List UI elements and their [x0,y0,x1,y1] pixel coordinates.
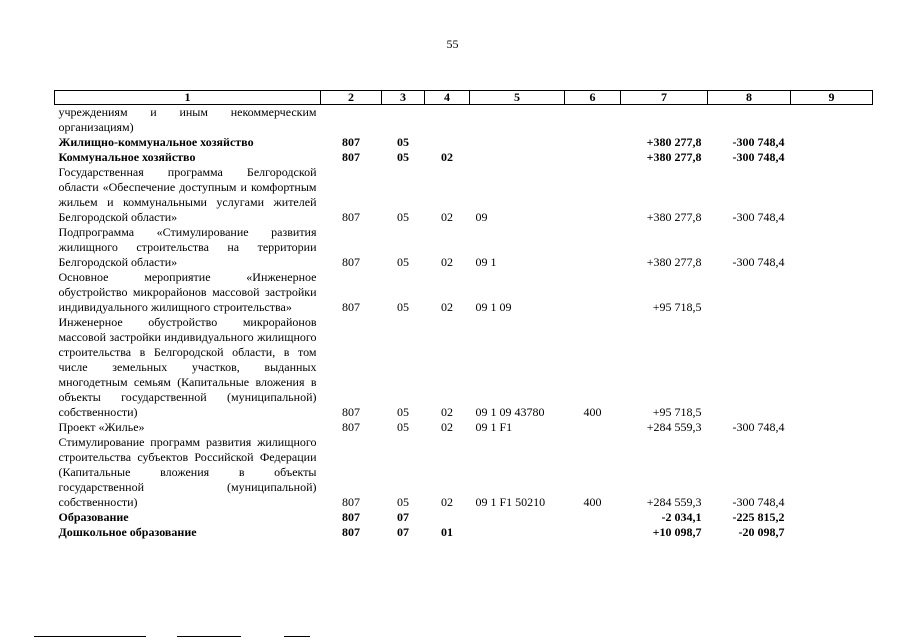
row-cell-c9 [791,225,873,270]
row-cell-c4 [425,135,470,150]
row-cell-c6 [565,525,621,540]
row-cell-c8 [708,270,791,315]
row-name-cell: Образование [58,510,129,524]
row-cell-c4 [425,510,470,525]
row-cell-c7: +10 098,7 [652,525,702,539]
row-cell-c9 [791,165,873,225]
row-cell-c3: 07 [397,525,409,539]
row-name-cell: Подпрограмма «Стимулирование развития жилищного строительства на территории Белгородской области» [58,225,317,269]
row-cell-c7: +380 277,8 [646,135,702,149]
row-cell-c7: +380 277,8 [646,210,702,224]
row-cell-c8: -300 748,4 [732,135,785,149]
footer-rule-middle [177,636,241,637]
footer-rule-left [34,636,146,637]
row-cell-c2: 807 [342,300,360,314]
row-cell-c2: 807 [342,525,360,539]
row-cell-c7: +380 277,8 [646,255,702,269]
row-cell-c3: 05 [397,495,409,509]
table-row [55,165,873,225]
row-cell-c2: 807 [342,420,360,434]
row-name-cell: Дошкольное образование [58,525,197,539]
row-name-cell: учреждениям и иным некоммерческим организациям) [58,105,317,134]
row-cell-c6 [565,105,621,136]
row-cell-c7 [621,105,708,136]
row-cell-c4: 02 [441,150,453,164]
row-cell-c6 [565,165,621,225]
row-cell-c8: -20 098,7 [738,525,785,539]
row-cell-c8: -300 748,4 [732,210,785,224]
row-cell-c4 [425,105,470,136]
row-cell-c7: +95 718,5 [652,300,702,314]
row-cell-c6 [565,510,621,525]
row-cell-c9 [791,135,873,150]
row-cell-c6 [565,225,621,270]
row-cell-c5 [470,510,565,525]
row-cell-c9 [791,510,873,525]
column-header-3: 3 [382,91,425,105]
row-cell-c3: 05 [397,405,409,419]
table-row [55,525,873,540]
column-header-8: 8 [708,91,791,105]
row-cell-c5: 09 1 F1 50210 [475,495,546,509]
row-cell-c5 [470,105,565,136]
row-cell-c2: 807 [342,135,360,149]
row-cell-c9 [791,525,873,540]
row-cell-c2: 807 [342,150,360,164]
row-cell-c3 [382,105,425,136]
row-cell-c7: +380 277,8 [646,150,702,164]
row-cell-c3: 05 [397,135,409,149]
footer-rule-right [284,636,310,637]
row-cell-c3: 07 [397,510,409,524]
table-row [55,315,873,420]
row-name-cell: Проект «Жилье» [58,420,145,434]
row-cell-c7: +284 559,3 [646,420,702,434]
page-number: 55 [446,37,459,51]
row-cell-c5 [470,525,565,540]
row-cell-c6 [565,420,621,435]
row-cell-c8: -300 748,4 [732,255,785,269]
row-cell-c5: 09 1 09 43780 [475,405,545,419]
table-row [55,225,873,270]
row-cell-c5 [470,135,565,150]
row-cell-c9 [791,435,873,510]
table-row [55,435,873,510]
row-name-cell: Основное мероприятие «Инженерное обустройство микрорайонов массовой застройки индивидуального жилищного строительства» [58,270,317,314]
row-cell-c8 [708,315,791,420]
row-cell-c4: 02 [441,405,453,419]
row-cell-c5 [470,150,565,165]
row-cell-c7: -2 034,1 [661,510,702,524]
column-header-9: 9 [791,91,873,105]
row-name-cell: Коммунальное хозяйство [58,150,196,164]
column-header-1: 1 [55,91,321,105]
table-row [55,135,873,150]
table-row [55,105,873,136]
row-cell-c9 [791,315,873,420]
row-cell-c9 [791,420,873,435]
row-cell-c3: 05 [397,420,409,434]
row-cell-c5: 09 1 F1 [475,420,513,434]
row-cell-c6 [565,135,621,150]
row-cell-c8 [708,105,791,136]
column-header-7: 7 [621,91,708,105]
row-cell-c4: 02 [441,255,453,269]
table-body [55,105,873,541]
row-cell-c2: 807 [342,510,360,524]
row-cell-c4: 02 [441,420,453,434]
table-row [55,150,873,165]
table-row [55,510,873,525]
row-cell-c9 [791,105,873,136]
row-cell-c2: 807 [342,210,360,224]
column-header-5: 5 [470,91,565,105]
column-header-4: 4 [425,91,470,105]
row-cell-c3: 05 [397,300,409,314]
row-cell-c3: 05 [397,210,409,224]
row-cell-c6 [565,270,621,315]
row-cell-c5: 09 [475,210,488,224]
row-cell-c7: +284 559,3 [646,495,702,509]
row-cell-c2: 807 [342,405,360,419]
row-cell-c5: 09 1 09 [475,300,512,314]
table-header-row [55,91,873,105]
row-name-cell: Жилищно-коммунальное хозяйство [58,135,254,149]
column-header-2: 2 [321,91,382,105]
row-cell-c6 [565,150,621,165]
row-cell-c2: 807 [342,495,360,509]
row-cell-c3: 05 [397,150,409,164]
row-name-cell: Стимулирование программ развития жилищного строительства субъектов Российской Федерации (Капитальные вложения в объекты государственной (муниципальной) собственности) [58,435,317,509]
row-name-cell: Инженерное обустройство микрорайонов массовой застройки индивидуального жилищного строительства в Белгородской области, в том числе земельных участков, выданных многодетным семьям (Капитальные вложения в объекты государственной (муниципальной) собственности) [58,315,317,419]
row-cell-c8: -300 748,4 [732,150,785,164]
row-cell-c6: 400 [583,405,602,419]
row-cell-c8: -225 815,2 [732,510,785,524]
row-cell-c4: 02 [441,210,453,224]
row-cell-c8: -300 748,4 [732,495,785,509]
row-cell-c8: -300 748,4 [732,420,785,434]
row-cell-c9 [791,270,873,315]
row-cell-c3: 05 [397,255,409,269]
row-cell-c5: 09 1 [475,255,497,269]
row-cell-c6: 400 [583,495,602,509]
row-cell-c4: 02 [441,300,453,314]
table-row [55,270,873,315]
budget-table [54,90,873,540]
row-cell-c4: 02 [441,495,453,509]
row-name-cell: Государственная программа Белгородской области «Обеспечение доступным и комфортным жильем и коммунальными услугами жителей Белгородской области» [58,165,317,224]
column-header-6: 6 [565,91,621,105]
row-cell-c9 [791,150,873,165]
row-cell-c2: 807 [342,255,360,269]
row-cell-c2 [321,105,382,136]
row-cell-c4: 01 [441,525,453,539]
row-cell-c7: +95 718,5 [652,405,702,419]
table-row [55,420,873,435]
